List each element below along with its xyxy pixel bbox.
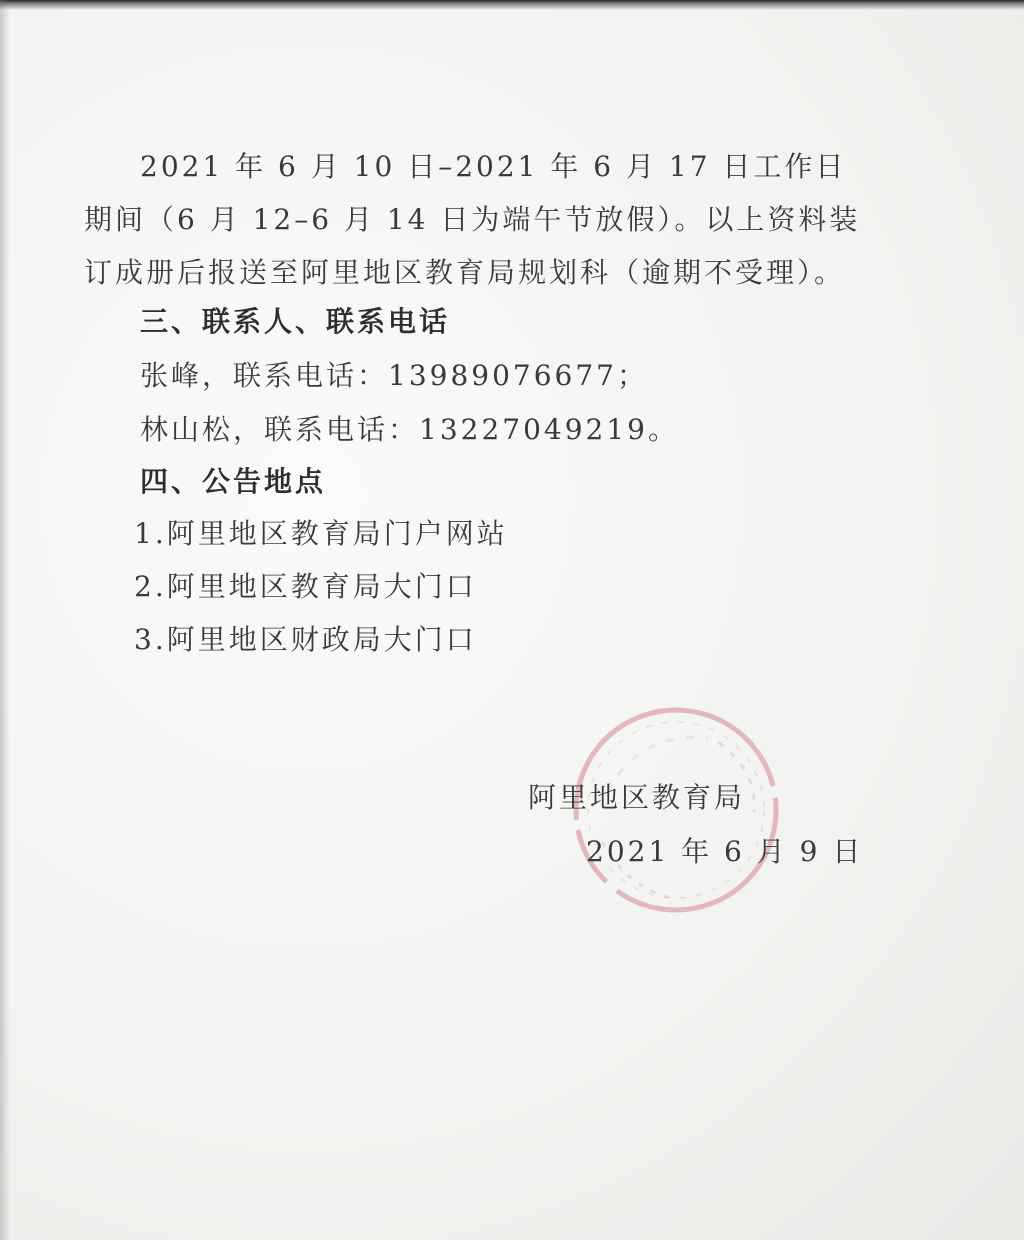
location-item: 1.阿里地区教育局门户网站 [134,517,508,550]
contact-section-heading: 三、联系人、联系电话 [140,305,451,338]
location-item: 3.阿里地区财政局大门口 [134,623,477,656]
issue-date: 2021 年 6 月 9 日 [586,835,864,868]
location-section-heading: 四、公告地点 [140,465,327,498]
contact-line: 林山松，联系电话：13227049219。 [140,413,679,446]
scan-edge-shadow [0,0,1024,10]
contact-line: 张峰，联系电话：13989076677； [140,359,648,392]
issuing-organization: 阿里地区教育局 [528,781,746,814]
schedule-paragraph: 2021 年 6 月 10 日–2021 年 6 月 17 日工作日期间（6 月 12–6 月 14 日为端午节放假）。以上资料装订成册后报送至阿里地区教育局规划科（逾期不受理）。 [84,150,861,289]
location-item: 2.阿里地区教育局大门口 [134,570,477,603]
scan-side-shadow [0,0,10,1240]
